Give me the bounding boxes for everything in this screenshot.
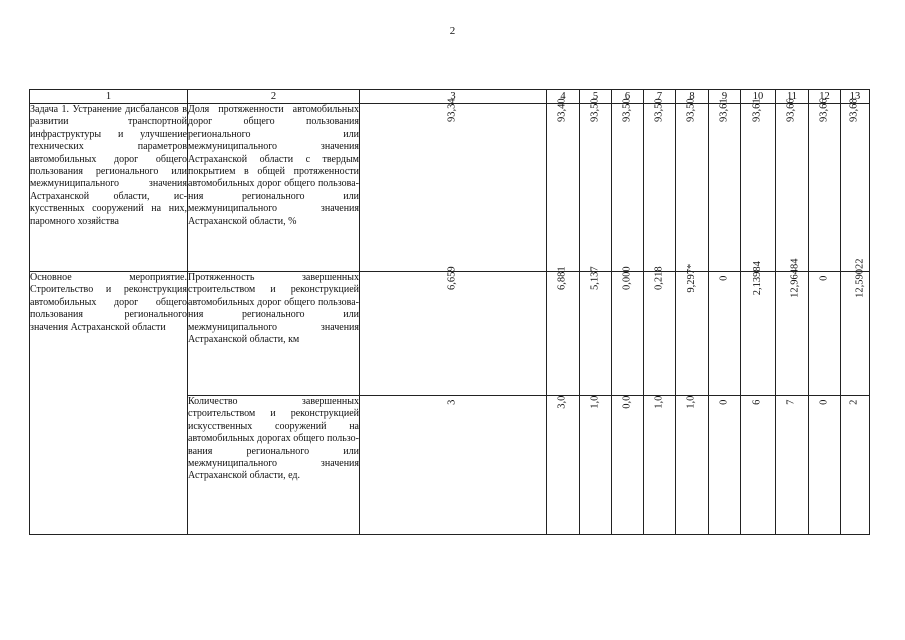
value-text: 7 — [785, 399, 797, 405]
value-cell — [776, 98, 809, 272]
value-cell — [741, 98, 776, 272]
value-cell — [612, 396, 644, 535]
header-cell: 10 — [741, 90, 776, 104]
header-cell: 5 — [580, 90, 612, 104]
value-text: 1,0 — [685, 395, 697, 409]
value-cell — [676, 98, 709, 272]
task-cell: Задача 1. Устранение дисбалансов в развитии транспортной инфраструктуры и улучшение технических параметров автомобильных дорог общего пользования регионального или межмуниципального значения Астраханской области, искусственных сооружений на них, паромного хозяйства — [30, 104, 188, 272]
value-cell — [360, 266, 547, 396]
value-cell — [709, 98, 741, 272]
value-text: 93,50 — [685, 98, 697, 123]
value-cell — [709, 272, 741, 396]
header-cell: 12 — [809, 90, 841, 104]
header-cell: 1 — [30, 90, 188, 104]
value-text: 12,59022 — [854, 258, 866, 298]
value-cell — [809, 272, 841, 396]
value-text: 93,68 — [848, 98, 860, 123]
value-text: 0 — [818, 275, 830, 281]
value-text: 93,50 — [621, 98, 633, 123]
header-cell: 7 — [644, 90, 676, 104]
value-text: 3,0 — [556, 395, 568, 409]
header-cell: 9 — [709, 90, 741, 104]
value-cell — [547, 396, 580, 535]
header-cell: 13 — [841, 90, 870, 104]
value-cell — [644, 396, 676, 535]
header-cell: 6 — [612, 90, 644, 104]
value-cell — [676, 263, 709, 396]
value-text: 0,218 — [653, 266, 665, 291]
table-row — [30, 104, 870, 272]
value-text: 93,50 — [653, 98, 665, 123]
header-cell: 4 — [547, 90, 580, 104]
value-cell — [676, 396, 709, 535]
value-text: 1,0 — [653, 395, 665, 409]
value-cell — [841, 258, 870, 396]
value-cell — [741, 261, 776, 396]
value-cell — [741, 396, 776, 535]
value-cell — [547, 266, 580, 396]
indicator-cell: Протяженность завершенных строительством и реконструкцией автомобильных дорог общего пользования регионального или межмуниципального значения Астраханской области, км — [188, 272, 360, 396]
value-cell — [612, 266, 644, 396]
value-cell — [580, 266, 612, 396]
indicator-cell: Количество завершенных строительством и реконструкцией искусственных сооружений на автомобильных дорогах общего пользования регионального или межмуниципального значения Астраханской области, ед. — [188, 396, 360, 535]
value-cell — [360, 396, 547, 535]
value-cell — [709, 396, 741, 535]
header-cell: 2 — [188, 90, 360, 104]
value-text: 93,66 — [785, 98, 797, 123]
value-cell — [841, 98, 870, 272]
value-text: 5,137 — [589, 266, 601, 291]
value-cell — [776, 258, 809, 396]
value-text: 0 — [718, 275, 730, 281]
value-text: 0 — [718, 399, 730, 405]
indicators-table — [29, 89, 870, 535]
header-cell: 3 — [360, 90, 547, 104]
value-text: 93,61 — [718, 98, 730, 123]
header-cell: 11 — [776, 90, 809, 104]
value-text: 6,881 — [556, 266, 568, 291]
table-row — [30, 272, 870, 396]
indicator-cell: Доля протяженности автомобильных дорог общего пользования регионального или межмуниципального значения Астраханской области с твердым покрытием в общей протяженности автомобильных дорог общего пользования регионального или межмуниципального значения Астраханской области, % — [188, 104, 360, 272]
value-text: 1,0 — [589, 395, 601, 409]
value-cell — [841, 396, 870, 535]
value-text: 2,13984 — [751, 261, 763, 296]
value-cell — [809, 396, 841, 535]
value-cell — [360, 98, 547, 272]
value-text: 3 — [446, 399, 458, 405]
value-text: 9,297* — [685, 263, 697, 293]
value-cell — [580, 396, 612, 535]
value-cell — [809, 98, 841, 272]
value-text: 2 — [848, 399, 860, 405]
value-text: 93,40 — [556, 98, 568, 123]
value-cell — [580, 98, 612, 272]
value-cell — [644, 266, 676, 396]
value-text: 0,000 — [621, 266, 633, 291]
value-text: 0 — [818, 399, 830, 405]
value-cell — [612, 98, 644, 272]
page-number: 2 — [449, 25, 456, 37]
value-text: 6 — [751, 399, 763, 405]
value-text: 6,659 — [446, 266, 458, 291]
header-cell: 8 — [676, 90, 709, 104]
value-text: 93,66 — [818, 98, 830, 123]
value-text: 93,50 — [589, 98, 601, 123]
value-cell — [776, 396, 809, 535]
value-text: 93,61 — [751, 98, 763, 123]
value-cell — [547, 98, 580, 272]
task-cell: Основное мероприятие. Строительство и реконструкция автомобильных дорог общего пользования регионального значения Астраханской области — [30, 272, 188, 535]
value-cell — [644, 98, 676, 272]
value-text: 0,0 — [621, 395, 633, 409]
value-text: 93,34 — [446, 98, 458, 123]
value-text: 12,96484 — [789, 258, 801, 298]
